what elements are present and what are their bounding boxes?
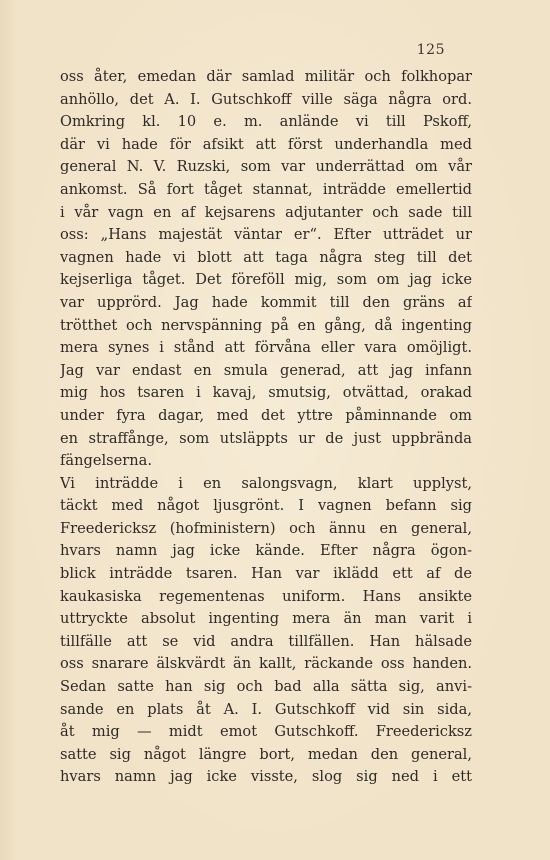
text-line: oss åter, emedan där samlad militär och folkhopar — [60, 68, 472, 85]
text-line: kejserliga tåget. Det föreföll mig, som om jag icke — [60, 271, 472, 289]
text-line: mera synes i stånd att förvåna eller vara omöjligt. — [60, 339, 472, 357]
text-line: vagnen hade vi blott att taga några steg till det — [60, 248, 472, 266]
text-line: under fyra dagar, med det yttre påminnande om — [60, 406, 472, 424]
text-line: uttryckte absolut ingenting mera än man varit i — [60, 610, 472, 628]
text-line: sande en plats åt A. I. Gutschkoff vid sin sida, — [60, 700, 472, 718]
text-line: anhöllo, det A. I. Gutschkoff ville säga några ord. — [60, 90, 472, 108]
text-line: var upprörd. Jag hade kommit till den gräns af — [60, 293, 472, 311]
text-line: Jag var endast en smula generad, att jag infann — [60, 361, 472, 379]
text-line: hvars namn jag icke visste, slog sig ned i ett — [60, 768, 472, 786]
text-line: ankomst. Så fort tåget stannat, inträdde emellertid — [60, 180, 472, 198]
text-line: oss snarare älskvärdt än kallt, räckande oss handen. — [60, 655, 472, 673]
text-line: åt mig — midt emot Gutschkoff. Freedericksz — [60, 723, 472, 741]
text-line: mig hos tsaren i kavaj, smutsig, otvättad, orakad — [60, 384, 472, 402]
text-line: hvars namn jag icke kände. Efter några ögon- — [60, 542, 472, 560]
text-line: kaukasiska regementenas uniform. Hans ansikte — [60, 587, 472, 605]
text-line: Sedan satte han sig och bad alla sätta sig, anvi- — [60, 678, 472, 696]
text-line: blick inträdde tsaren. Han var iklädd ett af de — [60, 565, 472, 583]
text-line: general N. V. Ruzski, som var underrättad om vår — [60, 158, 472, 176]
text-line: där vi hade för afsikt att först underhandla med — [60, 135, 472, 153]
text-line: Omkring kl. 10 e. m. anlände vi till Pskoff, — [60, 113, 472, 131]
body-text — [60, 66, 472, 789]
text-line: satte sig något längre bort, medan den general, — [60, 745, 472, 763]
text-line: oss: „Hans majestät väntar er“. Efter utträdet ur — [60, 226, 472, 244]
text-line: Vi inträdde i en salongsvagn, klart upplyst, — [60, 474, 472, 492]
text-line: fängelserna. — [60, 452, 152, 470]
text-line: täckt med något ljusgrönt. I vagnen befann sig — [60, 497, 472, 515]
text-line: i vår vagn en af kejsarens adjutanter och sade till — [60, 203, 472, 221]
text-line: tillfälle att se vid andra tillfällen. Han hälsade — [60, 632, 472, 650]
text-line: en straffånge, som utsläppts ur de just uppbrända — [60, 429, 472, 447]
text-line: trötthet och nervspänning på en gång, då ingenting — [60, 316, 472, 334]
page-number: 125 — [416, 42, 445, 58]
text-line: Freedericksz (hofministern) och ännu en general, — [60, 519, 472, 537]
